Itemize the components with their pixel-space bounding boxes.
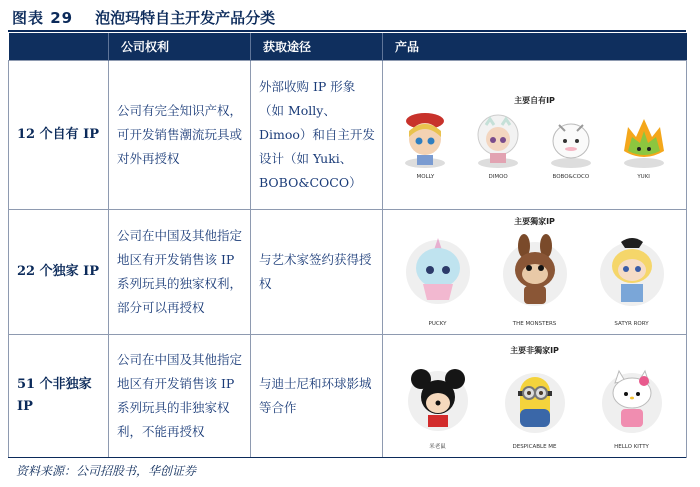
the-monsters-figure-icon bbox=[500, 232, 570, 318]
figure-the-monsters bbox=[500, 232, 570, 327]
bottom-rule bbox=[8, 457, 686, 458]
product-cell bbox=[383, 335, 687, 458]
acquisition-text: 与迪士尼和环球影城等合作 bbox=[259, 376, 372, 415]
table-header-row bbox=[9, 33, 687, 61]
row-label: 22 个独家 IP bbox=[17, 264, 99, 279]
product-panel bbox=[389, 341, 680, 451]
row-label-cell bbox=[9, 61, 109, 210]
dimoo-figure-icon bbox=[472, 111, 524, 171]
figure-bobococo bbox=[545, 111, 597, 180]
panel-title: 主要非獨家IP bbox=[510, 346, 559, 355]
figure-mickey bbox=[405, 363, 471, 450]
figure-label: SATYR RORY bbox=[614, 321, 649, 327]
acquisition-text: 与艺术家签约获得授权 bbox=[259, 252, 372, 291]
figure-label: DIMOO bbox=[488, 174, 508, 180]
minion-figure-icon bbox=[502, 365, 568, 441]
product-cell bbox=[383, 61, 687, 210]
figure-hello-kitty bbox=[599, 365, 665, 450]
pucky-figure-icon bbox=[403, 232, 473, 318]
figure-label: DESPICABLE ME bbox=[512, 444, 557, 450]
figure-caption: 泡泡玛特自主开发产品分类 bbox=[95, 8, 276, 27]
table-row bbox=[9, 61, 687, 210]
row-label-cell bbox=[9, 335, 109, 458]
rights-text: 公司有完全知识产权，可开发销售潮流玩具或对外再授权 bbox=[117, 103, 243, 166]
figure-molly bbox=[399, 111, 451, 180]
table-row bbox=[9, 210, 687, 335]
source-note: 资料来源：公司招股书，华创证券 bbox=[16, 464, 197, 478]
header-rights: 公司权利 bbox=[109, 33, 251, 61]
product-panel bbox=[389, 67, 680, 203]
row-label-cell bbox=[9, 210, 109, 335]
satyr-rory-figure-icon bbox=[597, 232, 667, 318]
rights-cell bbox=[109, 210, 251, 335]
figure-label: MOLLY bbox=[416, 174, 435, 180]
bobococo-figure-icon bbox=[545, 111, 597, 171]
product-cell bbox=[383, 210, 687, 335]
molly-figure-icon bbox=[399, 111, 451, 171]
product-panel bbox=[389, 216, 680, 328]
figure-title bbox=[12, 6, 275, 28]
figure-yuki bbox=[618, 111, 670, 180]
rights-text: 公司在中国及其他指定地区有开发销售该 IP 系列玩具的独家权利，部分可以再授权 bbox=[117, 228, 243, 315]
figure-satyr-rory bbox=[597, 232, 667, 327]
header-products: 产品 bbox=[383, 33, 687, 61]
figure-label: BOBO&COCO bbox=[552, 174, 590, 180]
hello-kitty-figure-icon bbox=[599, 365, 665, 441]
acquisition-cell bbox=[251, 210, 383, 335]
title-rule bbox=[8, 30, 686, 32]
figure-label: YUKI bbox=[637, 174, 650, 180]
figure-dimoo bbox=[472, 111, 524, 180]
rights-cell bbox=[109, 335, 251, 458]
figure-pucky bbox=[403, 232, 473, 327]
figure-number: 图表 29 bbox=[12, 8, 74, 27]
acquisition-cell bbox=[251, 335, 383, 458]
figure-label: THE MONSTERS bbox=[512, 321, 557, 327]
figure-label: PUCKY bbox=[428, 321, 447, 327]
figure-despicable-me bbox=[502, 365, 568, 450]
table-row bbox=[9, 335, 687, 458]
header-acquisition: 获取途径 bbox=[251, 33, 383, 61]
panel-title: 主要自有IP bbox=[514, 96, 555, 105]
yuki-figure-icon bbox=[618, 111, 670, 171]
header-blank bbox=[9, 33, 109, 61]
acquisition-text: 外部收购 IP 形象（如 Molly、Dimoo）和自主开发设计（如 Yuki、BOBO&COCO） bbox=[259, 79, 375, 190]
row-label: 51 个非独家 IP bbox=[17, 377, 92, 414]
panel-title: 主要獨家IP bbox=[514, 217, 555, 226]
ip-classification-table bbox=[8, 33, 687, 458]
row-label: 12 个自有 IP bbox=[17, 127, 99, 142]
mickey-figure-icon bbox=[405, 363, 471, 439]
acquisition-cell bbox=[251, 61, 383, 210]
rights-text: 公司在中国及其他指定地区有开发销售该 IP 系列玩具的非独家权利，不能再授权 bbox=[117, 352, 243, 439]
rights-cell bbox=[109, 61, 251, 210]
figure-label: 米老鼠 bbox=[429, 444, 446, 450]
figure-label: HELLO KITTY bbox=[614, 444, 649, 450]
